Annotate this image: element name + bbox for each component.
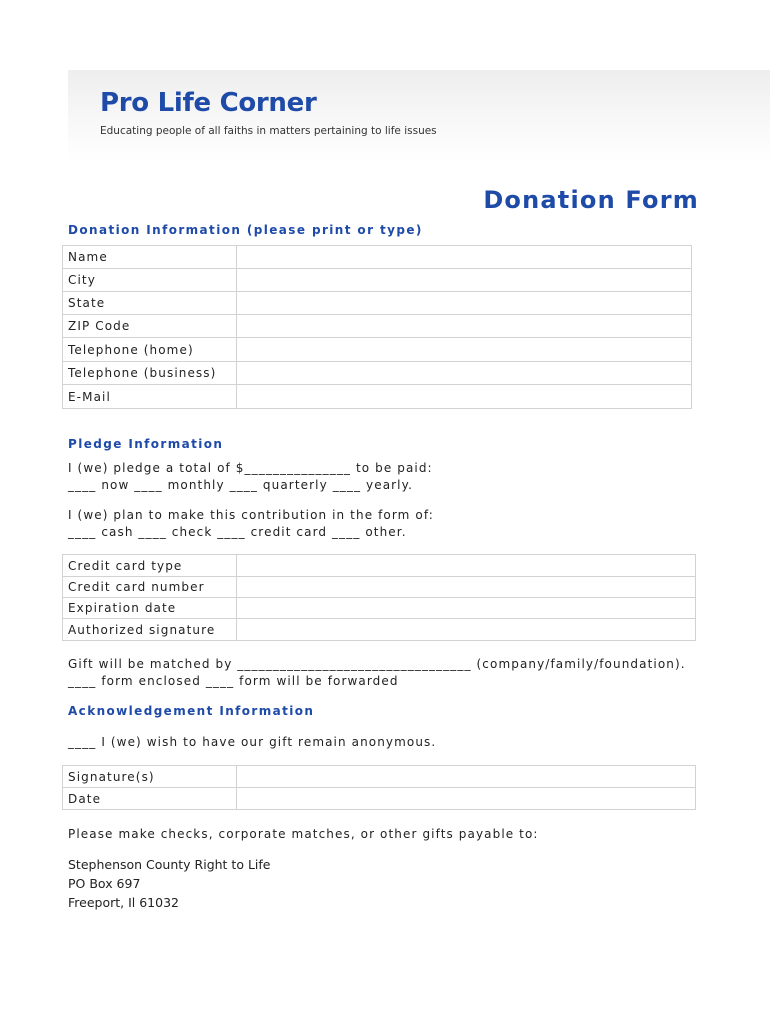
table-row bbox=[63, 362, 692, 385]
field-label-zip: ZIP Code bbox=[63, 315, 237, 338]
field-input-phone-home[interactable] bbox=[237, 338, 692, 362]
field-input-name[interactable] bbox=[237, 246, 692, 269]
table-row bbox=[63, 766, 696, 788]
pledge-total-line: I (we) pledge a total of $_______________ to be paid: bbox=[68, 461, 433, 475]
gift-match-text bbox=[68, 656, 686, 690]
pledge-amount-text bbox=[68, 460, 433, 494]
table-row bbox=[63, 577, 696, 598]
field-input-signature[interactable] bbox=[237, 619, 696, 641]
mailing-address bbox=[68, 855, 270, 912]
field-input-expiration[interactable] bbox=[237, 598, 696, 619]
field-input-card-type[interactable] bbox=[237, 555, 696, 577]
table-row bbox=[63, 619, 696, 641]
field-label-phone-business: Telephone (business) bbox=[63, 362, 237, 385]
field-input-date[interactable] bbox=[237, 788, 696, 810]
field-input-phone-business[interactable] bbox=[237, 362, 692, 385]
anonymous-line: ____ I (we) wish to have our gift remain anonymous. bbox=[68, 735, 437, 749]
table-row bbox=[63, 338, 692, 362]
table-row bbox=[63, 598, 696, 619]
address-line-city: Freeport, Il 61032 bbox=[68, 895, 179, 910]
donation-info-heading: Donation Information (please print or type) bbox=[68, 223, 423, 237]
field-input-card-number[interactable] bbox=[237, 577, 696, 598]
field-label-name: Name bbox=[63, 246, 237, 269]
field-label-card-type: Credit card type bbox=[63, 555, 237, 577]
contribution-form-line: I (we) plan to make this contribution in the form of: bbox=[68, 508, 434, 522]
field-input-email[interactable] bbox=[237, 385, 692, 409]
field-input-zip[interactable] bbox=[237, 315, 692, 338]
pledge-frequency-line: ____ now ____ monthly ____ quarterly ____ yearly. bbox=[68, 478, 414, 492]
table-row bbox=[63, 315, 692, 338]
field-input-state[interactable] bbox=[237, 292, 692, 315]
table-row bbox=[63, 292, 692, 315]
table-row bbox=[63, 555, 696, 577]
header-banner bbox=[68, 70, 770, 162]
field-label-card-number: Credit card number bbox=[63, 577, 237, 598]
field-label-state: State bbox=[63, 292, 237, 315]
field-label-expiration: Expiration date bbox=[63, 598, 237, 619]
field-label-phone-home: Telephone (home) bbox=[63, 338, 237, 362]
form-title: Donation Form bbox=[483, 186, 699, 214]
site-tagline: Educating people of all faiths in matters pertaining to life issues bbox=[100, 125, 437, 137]
credit-card-table bbox=[62, 554, 696, 641]
address-line-po-box: PO Box 697 bbox=[68, 876, 141, 891]
pledge-form-text bbox=[68, 507, 434, 541]
field-input-signatures[interactable] bbox=[237, 766, 696, 788]
field-label-city: City bbox=[63, 269, 237, 292]
acknowledgement-heading: Acknowledgement Information bbox=[68, 704, 315, 718]
donation-info-table bbox=[62, 245, 692, 409]
payment-method-line: ____ cash ____ check ____ credit card ____ other. bbox=[68, 525, 407, 539]
address-line-org: Stephenson County Right to Life bbox=[68, 857, 271, 872]
field-label-signatures: Signature(s) bbox=[63, 766, 237, 788]
payable-to-line: Please make checks, corporate matches, or other gifts payable to: bbox=[68, 827, 539, 841]
site-title: Pro Life Corner bbox=[100, 88, 317, 118]
table-row bbox=[63, 246, 692, 269]
gift-match-line: Gift will be matched by _________________________________ (company/family/foundation). bbox=[68, 657, 686, 671]
signature-table bbox=[62, 765, 696, 810]
field-label-email: E-Mail bbox=[63, 385, 237, 409]
field-label-date: Date bbox=[63, 788, 237, 810]
match-form-line: ____ form enclosed ____ form will be forwarded bbox=[68, 674, 399, 688]
field-input-city[interactable] bbox=[237, 269, 692, 292]
table-row bbox=[63, 269, 692, 292]
table-row bbox=[63, 788, 696, 810]
table-row bbox=[63, 385, 692, 409]
field-label-signature: Authorized signature bbox=[63, 619, 237, 641]
pledge-info-heading: Pledge Information bbox=[68, 437, 224, 451]
